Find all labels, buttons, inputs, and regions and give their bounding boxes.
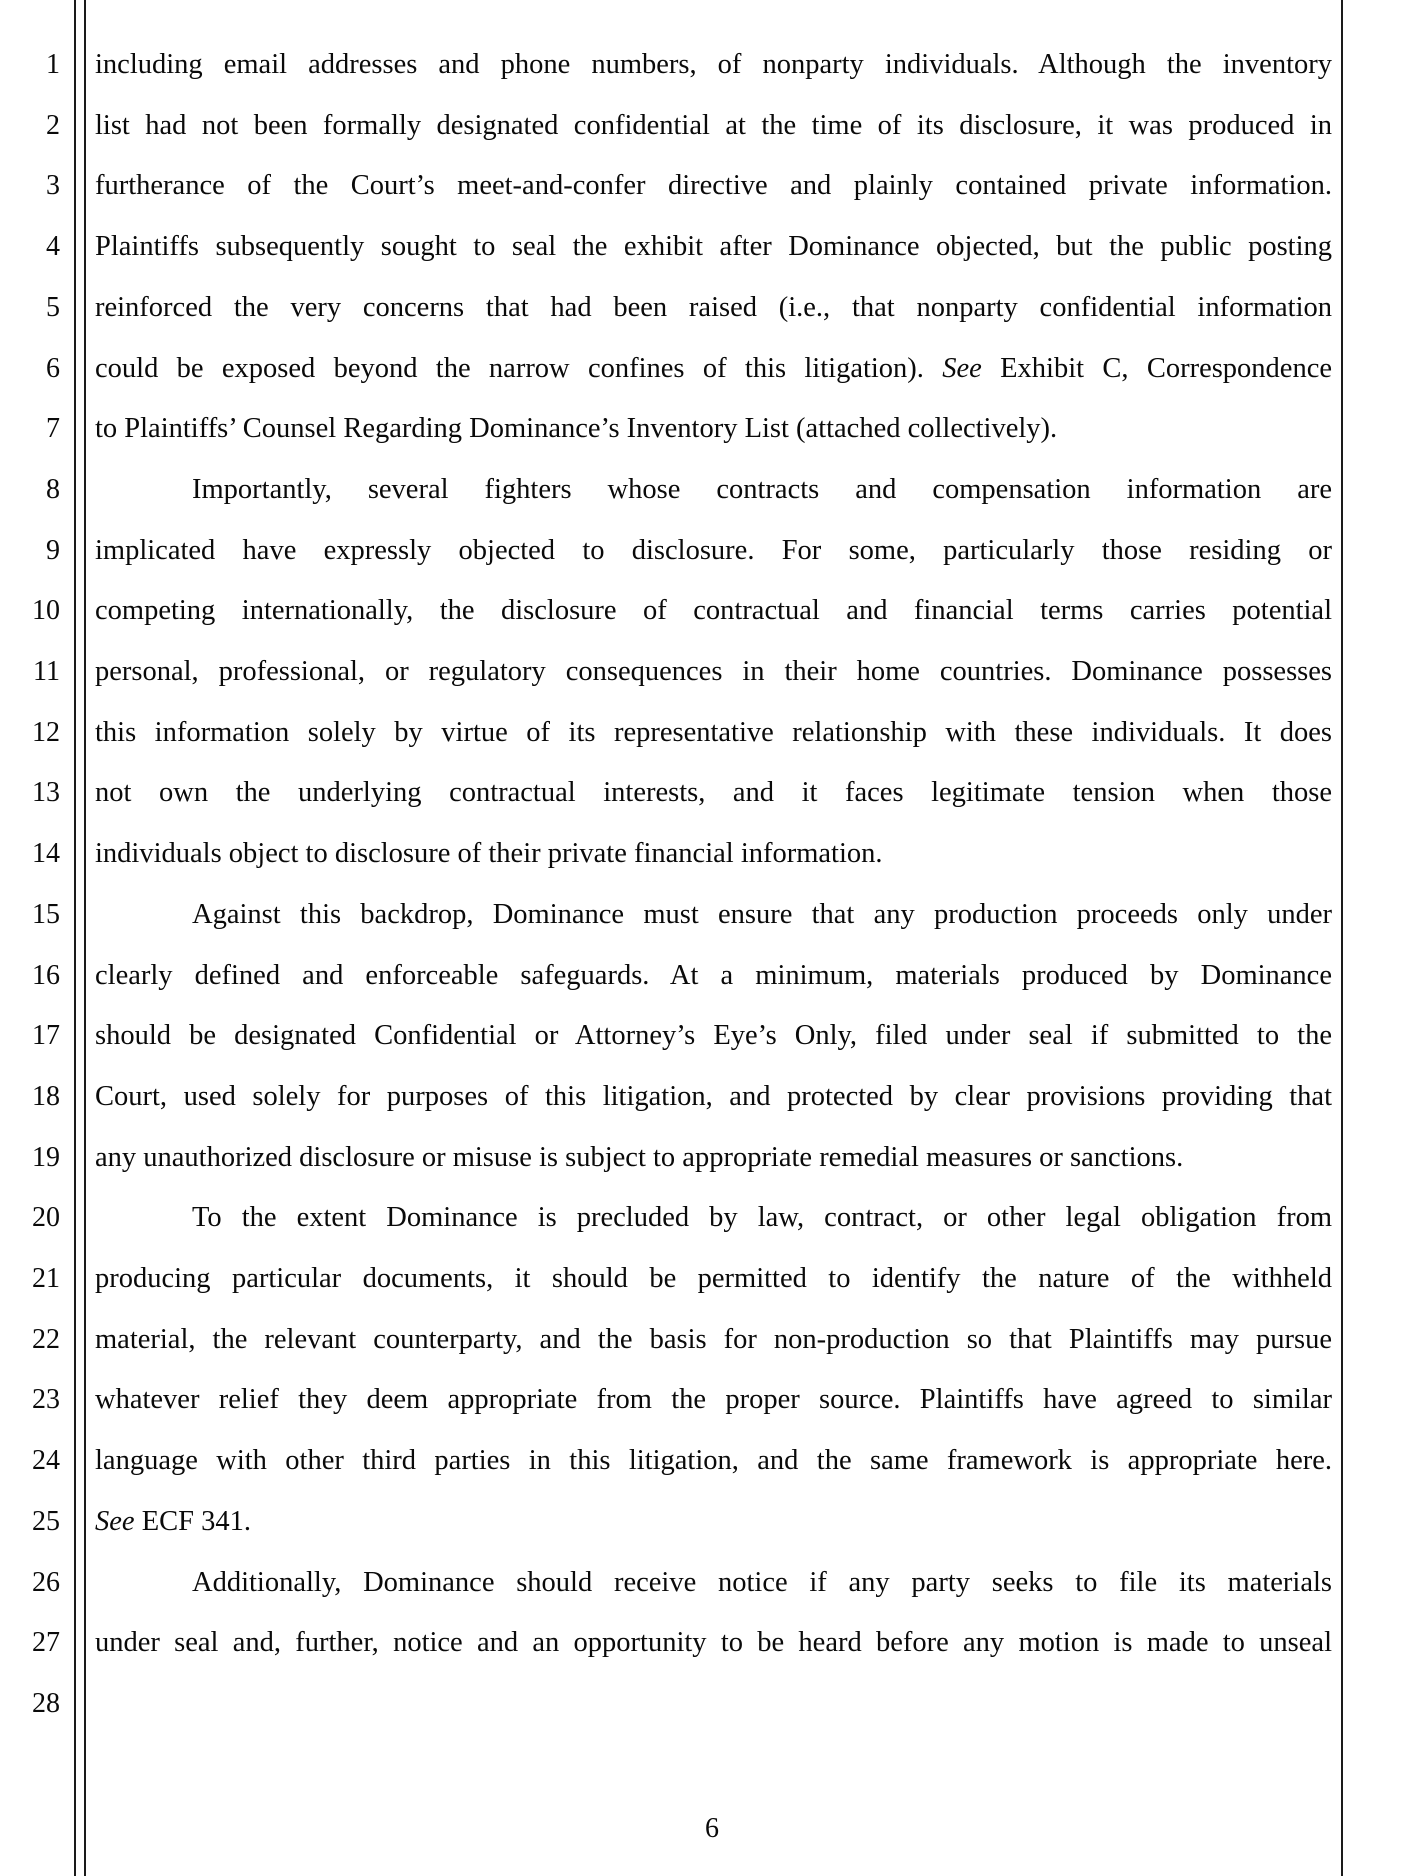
text-line: not own the underlying contractual interests, and it faces legitimate tension when those	[95, 777, 1332, 809]
line-number: 1	[46, 49, 60, 80]
line-number: 8	[46, 473, 60, 505]
text-line: individuals object to disclosure of their private financial information.	[95, 838, 883, 870]
text-line: personal, professional, or regulatory consequences in their home countries. Dominance possesses	[95, 656, 1332, 687]
text-line: any unauthorized disclosure or misuse is subject to appropriate remedial measures or sanctions.	[95, 1141, 1184, 1173]
text-line: Importantly, several fighters whose contracts and compensation information are	[192, 473, 1332, 505]
page-number: 6	[705, 1813, 719, 1844]
text-line	[95, 1506, 1332, 1538]
text-line: furtherance of the Court’s meet-and-confer directive and plainly contained private information.	[95, 170, 1332, 202]
text-line: under seal and, further, notice and an opportunity to be heard before any motion is made to unseal	[95, 1627, 1332, 1659]
line-number: 2	[46, 109, 60, 141]
citation-signal: See	[95, 1505, 135, 1537]
line-number: 25	[32, 1505, 60, 1537]
text-line: including email addresses and phone numbers, of nonparty individuals. Although the inventory	[95, 49, 1332, 80]
line-number: 9	[46, 534, 60, 566]
line-number: 10	[32, 595, 60, 627]
line-number: 4	[46, 231, 60, 263]
line-number: 18	[32, 1080, 60, 1112]
line-number: 6	[46, 352, 60, 384]
text-line: material, the relevant counterparty, and the basis for non-production so that Plaintiffs may pursue	[95, 1323, 1332, 1355]
text-segment: could be exposed beyond the narrow confines of this litigation).	[95, 352, 943, 384]
line-number: 27	[32, 1627, 60, 1659]
line-number: 16	[32, 959, 60, 991]
text-line: to Plaintiffs’ Counsel Regarding Dominance’s Inventory List (attached collectively).	[95, 413, 1058, 445]
line-number: 12	[32, 716, 60, 748]
line-number: 15	[32, 898, 60, 930]
line-number: 24	[32, 1445, 60, 1477]
line-number: 17	[32, 1020, 60, 1052]
line-number: 28	[32, 1687, 60, 1719]
text-line: list had not been formally designated confidential at the time of its disclosure, it was produced in	[95, 109, 1332, 141]
text-line: reinforced the very concerns that had been raised (i.e., that nonparty confidential information	[95, 291, 1332, 323]
line-number: 11	[33, 656, 60, 687]
text-line: Plaintiffs subsequently sought to seal the exhibit after Dominance objected, but the public posting	[95, 231, 1332, 263]
text-line: Additionally, Dominance should receive notice if any party seeks to file its materials	[192, 1566, 1332, 1598]
line-number: 23	[32, 1384, 60, 1416]
line-number: 3	[46, 170, 60, 202]
text-segment: Exhibit C, Correspondence	[981, 352, 1333, 384]
right-margin-rule	[1341, 0, 1343, 1876]
line-number: 14	[32, 838, 60, 870]
text-line: implicated have expressly objected to disclosure. For some, particularly those residing or	[95, 534, 1332, 566]
text-line	[95, 353, 1332, 385]
line-number: 7	[46, 413, 60, 445]
line-number: 26	[32, 1566, 60, 1598]
left-margin-rule-inner	[84, 0, 86, 1876]
line-number: 5	[46, 291, 60, 323]
line-number: 13	[32, 777, 60, 809]
text-line: competing internationally, the disclosure of contractual and financial terms carries potential	[95, 595, 1332, 627]
text-line: this information solely by virtue of its representative relationship with these individuals. It does	[95, 716, 1332, 748]
citation-signal: See	[942, 352, 982, 384]
left-margin-rule-outer	[74, 0, 76, 1876]
text-line: producing particular documents, it should be permitted to identify the nature of the withheld	[95, 1263, 1332, 1294]
line-number: 21	[32, 1263, 60, 1294]
text-line: Against this backdrop, Dominance must ensure that any production proceeds only under	[192, 898, 1332, 930]
text-line: whatever relief they deem appropriate from the proper source. Plaintiffs have agreed to similar	[95, 1384, 1332, 1416]
line-number: 19	[32, 1141, 60, 1173]
text-line: Court, used solely for purposes of this litigation, and protected by clear provisions providing that	[95, 1080, 1332, 1112]
line-number: 20	[32, 1202, 60, 1234]
text-segment: ECF 341.	[134, 1505, 251, 1537]
text-line: language with other third parties in this litigation, and the same framework is appropriate here.	[95, 1445, 1332, 1477]
text-line: To the extent Dominance is precluded by law, contract, or other legal obligation from	[192, 1202, 1332, 1234]
text-line: should be designated Confidential or Attorney’s Eye’s Only, filed under seal if submitted to the	[95, 1020, 1332, 1052]
line-number: 22	[32, 1323, 60, 1355]
text-line: clearly defined and enforceable safeguards. At a minimum, materials produced by Dominance	[95, 959, 1332, 991]
